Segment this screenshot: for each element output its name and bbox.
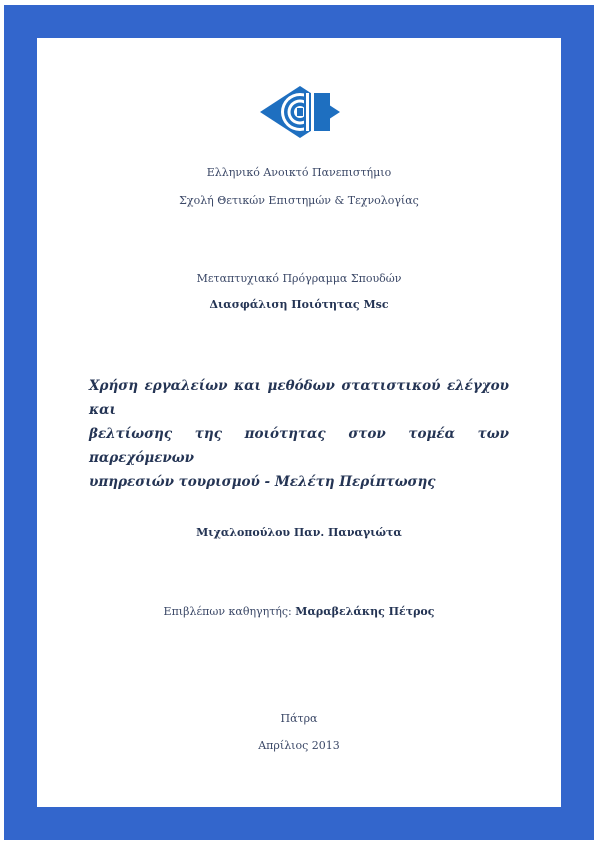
cover-page	[37, 38, 561, 807]
school-name: Σχολή Θετικών Επιστημών & Τεχνολογίας	[179, 194, 419, 207]
thesis-title-line: Χρήση εργαλείων και μεθόδων στατιστικού ελέγχου και	[89, 378, 509, 418]
supervisor-label: Επιβλέπων καθηγητής:	[163, 605, 292, 618]
thesis-title	[89, 374, 509, 494]
program-name: Διασφάλιση Ποιότητας Msc	[209, 298, 389, 311]
date: Απρίλιος 2013	[258, 739, 340, 752]
author-name: Μιχαλοπούλου Παν. Παναγιώτα	[196, 526, 402, 539]
supervisor-line	[37, 605, 561, 618]
university-name: Ελληνικό Ανοικτό Πανεπιστήμιο	[206, 166, 392, 179]
thesis-title-line: βελτίωσης της ποιότητας στον τομέα των παρεχόμενων	[89, 426, 509, 466]
city: Πάτρα	[280, 712, 318, 725]
supervisor-name: Μαραβελάκης Πέτρος	[295, 605, 435, 618]
page-border	[4, 5, 594, 840]
eap-university-logo-icon	[259, 85, 341, 139]
thesis-title-line: υπηρεσιών τουρισμού - Μελέτη Περίπτωσης	[89, 474, 436, 490]
program-label: Μεταπτυχιακό Πρόγραμμα Σπουδών	[196, 272, 402, 285]
